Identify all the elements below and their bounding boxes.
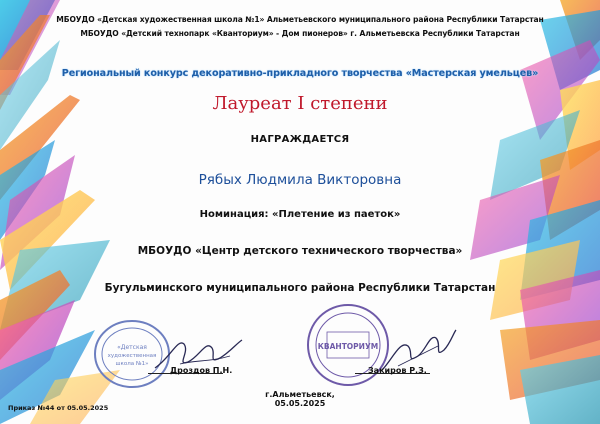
left-signer-name: Дроздов П.Н. (170, 366, 233, 375)
district: Бугульминского муниципального района Республики Татарстан (104, 282, 496, 294)
contest-title: Региональный конкурс декоративно-прикладного творчества «Мастерская умельцев» (61, 68, 539, 79)
date: 05.05.2025 (274, 399, 326, 408)
left-stamp-text-3: школа №1» (115, 361, 149, 367)
left-stamp-text-2: художественная (107, 353, 157, 359)
order-note: Приказ №44 от 05.05.2025 (8, 404, 109, 412)
institution: МБОУДО «Центр детского технического творчества» (137, 245, 463, 257)
recipient-name: Рябых Людмила Викторовна (198, 172, 402, 188)
left-stamp-text-1: «Детская (117, 344, 147, 351)
organizer-line-2: МБОУДО «Детский технопарк «Кванториум» - Дом пионеров» г. Альметьевска Республики Татарстан (80, 29, 520, 38)
award-title: Лауреат I степени (212, 93, 388, 114)
nomination: Номинация: «Плетение из паеток» (199, 209, 401, 220)
right-signer-name: Закиров Р.З. (368, 366, 427, 375)
place: г.Альметьевск, (265, 390, 335, 399)
awarded-label: НАГРАЖДАЕТСЯ (250, 134, 350, 145)
right-stamp-text: КВАНТОРИУМ (317, 342, 379, 351)
organizer-line-1: МБОУДО «Детская художественная школа №1» Альметьевского муниципального района Республики Татарстан (56, 15, 544, 24)
